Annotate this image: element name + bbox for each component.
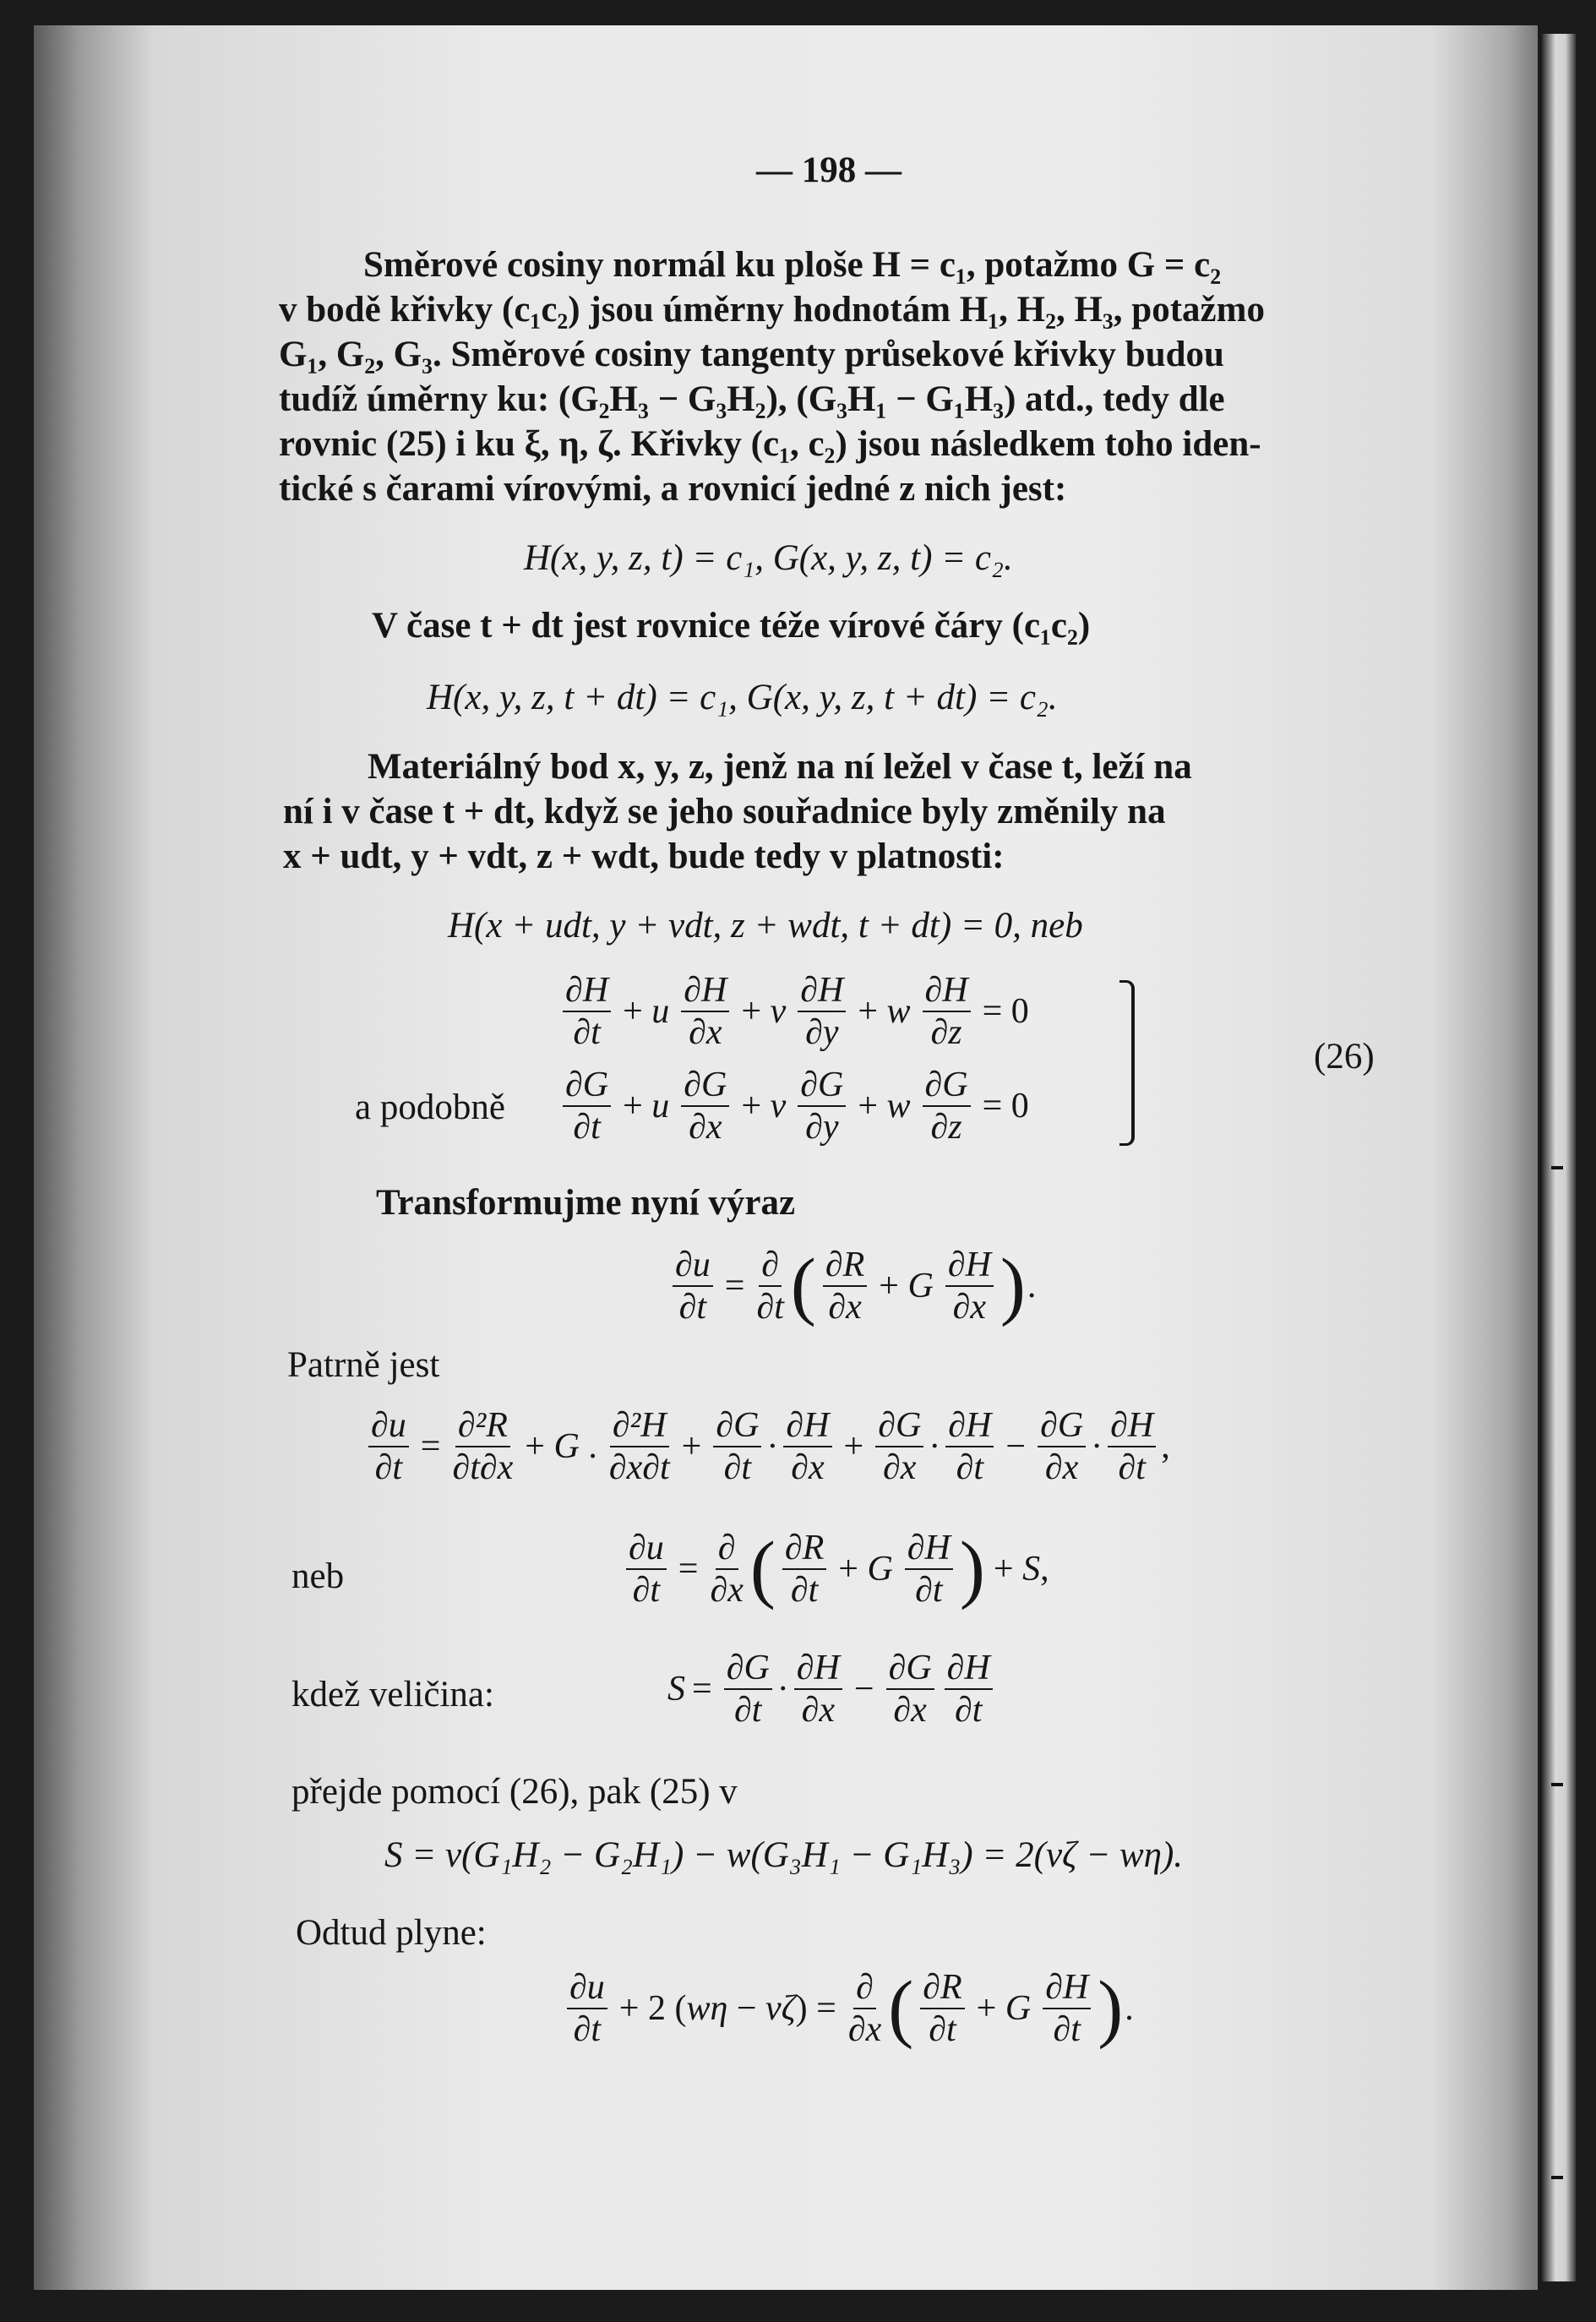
equation: H(x, y, z, t) = c₁, G(x, y, z, t) = c₂. xyxy=(524,538,1013,578)
text-line: přejde pomocí (26), pak (25) v xyxy=(291,1772,738,1812)
equation-transform: $\frac{\partial u}{\partial t}$ = ∂ ∂t ( ∂R ∂x + G ∂H ∂x ) . xyxy=(667,1246,1036,1326)
text-line: ní i v čase t + dt, když se jeho souřadnice byly změnily na xyxy=(283,792,1166,831)
equation-number: (26) xyxy=(1314,1037,1375,1077)
text-line: tické s čarami vírovými, a rovnicí jedné z nich jest: xyxy=(279,469,1067,509)
text-line: Transformujme nyní výraz xyxy=(376,1183,796,1223)
edge-mark xyxy=(1551,1166,1563,1169)
text-line: Materiálný bod x, y, z, jenž na ní ležel v čase t, leží na xyxy=(368,747,1192,787)
text-line: G₁, G₂, G₃. Směrové cosiny tangenty průsekové křivky budou xyxy=(279,335,1224,374)
equation-26-first: ∂H ∂t + u ∂H ∂x + v ∂H ∂y + w $\frac{\partial H}{\partial z}$ = 0 xyxy=(558,972,1036,1051)
text-line: x + udt, y + vdt, z + wdt, bude tedy v platnosti: xyxy=(283,837,1005,876)
equation: H(x, y, z, t + dt) = c₁, G(x, y, z, t + dt) = c₂. xyxy=(427,678,1058,717)
text-line: Patrně jest xyxy=(287,1345,440,1385)
page-edge xyxy=(1542,34,1576,2281)
equation-S-def: S = $\frac{\partial G}{\partial t}$ · ∂H ∂x − $\frac{\partial G}{\partial x}$ ∂H ∂t xyxy=(667,1649,998,1729)
edge-mark xyxy=(1551,1783,1563,1786)
text-line: tudíž úměrny ku: (G₂H₃ − G₃H₂), (G₃H₁ − G₁H₃) atd., tedy dle xyxy=(279,379,1225,419)
equation-final: ∂u ∂t + 2 (wη − vζ) = ∂ ∂x ( ∂R ∂t + G ∂H ∂t ) . xyxy=(562,1969,1134,2048)
text-line: v bodě křivky (c₁c₂) jsou úměrny hodnotám H₁, H₂, H₃, potažmo xyxy=(279,290,1265,330)
text-line: neb xyxy=(291,1556,345,1596)
text-line: Odtud plyne: xyxy=(296,1913,487,1953)
text-line: rovnic (25) i ku ξ, η, ζ. Křivky (c₁, c₂) jsou následkem toho iden- xyxy=(279,424,1261,464)
text-line: Směrové cosiny normál ku ploše H = c₁, potažmo G = c₂ xyxy=(363,245,1222,285)
edge-mark xyxy=(1551,2176,1563,2179)
equation-expanded: $\frac{\partial u}{\partial t}$ = $\frac{\text{∂²R}}{\partial t\partial x}$ + G . ∂²H ∂x∂t + $\frac{\partial G}{\partial t}$ · ∂H ∂x + $\frac{\partial G}{\partial x}$ · ∂H ∂t − $\frac{\partial G}{\partial x}$ · ∂H ∂t , xyxy=(363,1407,1170,1486)
text-line: V čase t + dt jest rovnice téže vírové čáry (c₁c₂) xyxy=(372,606,1091,646)
equation-26-second: ∂G ∂t + u ∂G ∂x + v ∂G ∂y + w $\frac{\partial G}{\partial z}$ = 0 xyxy=(558,1066,1036,1146)
text-line: a podobně xyxy=(355,1087,505,1127)
equation-neb: $\frac{\partial u}{\partial t}$ = ∂ ∂x ( ∂R ∂t + G ∂H ∂t ) + S, xyxy=(621,1529,1056,1609)
brace xyxy=(1119,980,1135,1146)
page-number: — 198 — xyxy=(756,150,901,190)
text-line: kdež veličina: xyxy=(291,1675,494,1714)
equation: S = v(G₁H₂ − G₂H₁) − w(G₃H₁ − G₁H₃) = 2(vζ − wη). xyxy=(384,1835,1184,1875)
equation: H(x + udt, y + vdt, z + wdt, t + dt) = 0, neb xyxy=(448,906,1083,946)
